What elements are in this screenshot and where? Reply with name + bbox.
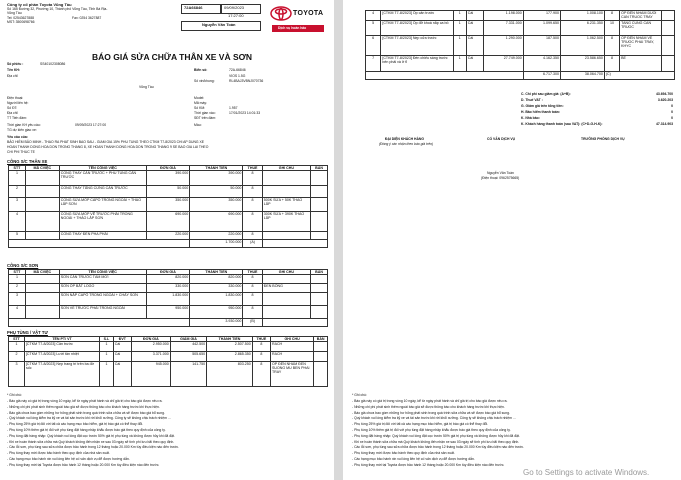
toyota-brand-text: TOYOTA: [293, 10, 324, 17]
table-row: 2 SƠN ỐP BẮT LOGO 330.000 330.000 8 ĐEN BÓNG: [9, 284, 328, 293]
time-in-value: 17/01/2023 14:01:33: [229, 111, 261, 115]
time-request-value: 09/09/2023 17:27:00: [75, 123, 107, 127]
table-row: 4 [CTKM T7-8/2023] Ốp cản trước 1 Cái 1.198.000 177.900 1.008.100 8 ỐP ĐÈN NHAM DUOI CAN TRUOC TRAY: [366, 11, 675, 21]
table-header-row: STT MÃ CVIỆC TÊN CÔNG VIỆC ĐƠN GIÁ THÀNH TIỀN THUẾ GHI CHU BẢN: [9, 270, 328, 275]
plate-value: 72A-66846: [229, 68, 246, 72]
company-tax-code: MST: 3500698766: [7, 20, 35, 24]
paint-table: [8, 269, 328, 327]
summary-row: G. Giảm giá trên tổng tiền: 0: [521, 104, 673, 108]
company-address-2: Vũng Tàu: [7, 11, 22, 15]
company-tel: Tel: 02543627888: [7, 16, 34, 20]
col-code: MÃ CVIỆC: [25, 166, 59, 171]
delivery-label: TG dự kiến giao xe:: [7, 128, 37, 132]
director-signature-title: TRƯỞNG PHÒNG DỊCH VỤ: [581, 137, 625, 141]
plate-number: 72A66846: [184, 5, 203, 10]
address-label: Địa chỉ:: [7, 74, 19, 78]
contact-phone-label: Số ĐT:: [7, 106, 18, 110]
notes-title: * Ghi chú:: [7, 393, 22, 397]
phone-label: Điện thoại:: [7, 96, 24, 100]
address-2-label: Địa chỉ:: [7, 111, 19, 115]
document-title: BÁO GIÁ SỬA CHỮA THÂN XE VÀ SƠN: [92, 52, 253, 62]
table-row: 5 CONG THAY ĐÈN PHA PHẢI 220.000 220.000 8: [9, 232, 328, 240]
quote-page-2: [343, 0, 681, 480]
advisor-signature-name: Nguyễn Văn Toàn: [487, 171, 514, 175]
col-note: GHI CHU: [262, 166, 310, 171]
request-line-1: BẢO HIỂM BẢO MINH - THAO RA PHAT SINH BAO SAU - GIAM GIA 15% PHU TUNG THEO CTKM T7-8/2023 CHI AP DUNG XE: [7, 140, 205, 144]
summary-row: K. Nhà bảo: 0: [521, 116, 673, 120]
summary-row: H. Bảo hiểm thanh toán: 0: [521, 110, 673, 114]
header-date: 09/09/2023: [224, 5, 245, 10]
table-row: 7 [CTKM T7-8/2023] Đèn chiếu sáng trước bên phải và ở tỉ 1 Cái 27.749.000 4.162.350 23.586.650 8 BỂ: [366, 56, 675, 72]
company-fax: Fax: 0254 3627887: [72, 16, 102, 20]
parts-table: [8, 336, 328, 387]
header-box: [181, 4, 259, 34]
notes-list-1: - Báo giá này có giá trị trong vòng 10 ngày, kể từ ngày phát hành và chỉ giá trị cho báo giá được nêu ra. - Những chi phí phát sinh thêm ngoài báo giá sẽ được thông báo cho khách hàng trước khi thực hiện. - Báo giá chưa bao gồm những hư hỏng phát sinh trong quá trình sửa chữa và sẽ được báo giá bổ sung. - Quý khách vui lòng kiểm tra kỹ xe và tài sản trước khi rời khỏi xưởng. Công ty sẽ không chịu trách nhiệm ... - Phụ tùng 25% giá trị đối với tất cả các hạng mục bảo hiểm, giá trị báo giá có thể thay đổi. - Phụ tùng 10% thêm giá trị đối với phụ tùng đặt hàng nhập khẩu được báo giá theo quy định của công ty. - Phụ tùng đặt hàng nhập: Quý khách vui lòng đặt cọc trước 50% giá trị phụ tùng và không được hủy khi đã đặt. - Khi xe hoàn thành sửa chữa mà Quý khách không đến nhận xe sau 03 ngày sẽ tính phí lưu bãi theo quy định. - Các lỗi sơn, phụ tùng sau sửa chữa được bảo hành trong 12 tháng hoặc 20.000 Km tùy điều kiện nào đến trước. - Phụ tùng thay mới được bảo hành theo quy định của nhà sản xuất. - Các hạng mục bảo hành xin vui lòng liên hệ cố vấn dịch vụ để được hướng dẫn. - Phụ tùng thay mới tại Toyota được bảo hành 12 tháng hoặc 20.000 Km tùy điều kiện nào đến trước.: [7, 399, 180, 467]
body-work-table: [8, 165, 328, 248]
col-stt: STT: [9, 166, 26, 171]
col-name: TÊN CÔNG VIỆC: [59, 166, 146, 171]
advisor-signature-title: CỐ VẤN DỊCH VỤ: [487, 137, 516, 141]
vin-label: Số vin/khung:: [194, 79, 215, 83]
ticket-no: SS40102308086: [40, 62, 66, 66]
table-row: 3 CONG SỬA MÓP CÁPÓ TRONG NGOÀI + THAO LẮP SƠN 350.000 350.000 8 500K SỬA + 50K THAO LẮP: [9, 198, 328, 212]
company-address-1: Số 165 Đường 32, Phường 10, Thành phố Vũng Tàu, Tỉnh Bà Rịa-: [7, 7, 108, 11]
notes-title-2: * Ghi chú:: [352, 393, 367, 397]
color-label: Màu:: [194, 123, 202, 127]
service-tagline: Dịch vụ hoàn hảo: [278, 25, 307, 30]
header-time: 17:27:00: [228, 13, 244, 18]
table-row: 3 [CTKM T7-8/2023] Nẹp trang trí trên ba đờ sốc 1 Cái 945.000 141.750 803.250 8 ỐP ĐÈN NHAM ĐEN SUONG MU BEN PHAI TRAY: [9, 362, 328, 387]
parts-table-continued: [365, 10, 675, 80]
time-in-label: Thời gian vào:: [194, 111, 216, 115]
table-total-row: 1.700.000 (A): [9, 240, 328, 248]
parts-title: PHỤ TÙNG / VẬT TƯ: [7, 330, 48, 335]
address-value: Vũng Tàu: [139, 85, 154, 89]
model-label: Model:: [194, 96, 205, 100]
time-request-label: Thời gian KH yêu cầu:: [7, 123, 41, 127]
advisor-signature-phone: (Điện thoại: 0962575665): [481, 176, 520, 180]
plate-label: Biển số:: [194, 68, 208, 72]
advisor-name: Nguyễn Văn Toàn: [202, 22, 236, 27]
toyota-logo: [266, 4, 326, 40]
km-label: Số KM:: [194, 106, 206, 110]
body-work-title: CÔNG S/C THÂN XE: [7, 159, 48, 164]
customer-name-label: Tên KH:: [7, 68, 20, 72]
table-row: 1 SƠN CẢN TRƯỚC TẤM MỚI 820.000 820.000 8: [9, 275, 328, 284]
vin-value: RL4BAJ3VBNJ070736: [229, 79, 264, 83]
col-ban: BẢN: [311, 166, 328, 171]
paint-title: CÔNG S/C SƠN: [7, 263, 39, 268]
request-label: Yêu cầu của:: [7, 135, 28, 139]
tt-label: TT Tiến đàm:: [7, 116, 27, 120]
table-row: 2 [CTKM T7-8/2023] Lưới tản nhiệt 1 Cái 3.371.000 505.650 2.865.350 8 RACH: [9, 352, 328, 362]
summary-block: [521, 93, 673, 129]
request-line-3: CHI PHI THUC TE: [7, 150, 35, 154]
company-name: Công ty cổ phần Toyota Vũng Tàu: [7, 2, 72, 7]
request-line-2: HOAN THANH DONG HOA DON TRONG THANG 8, XE HOAN THANH DONG HOA DON TRONG THANG 9 SE BAO GIA LAI THEO: [7, 145, 209, 149]
col-tax: THUẾ: [243, 166, 262, 171]
model-value: VIOS 1.5G: [229, 74, 246, 78]
table-header-row: STT TÊN PT/ VT S.L ĐVT ĐƠN GIÁ GIẢM GIÁ THÀNH TIỀN THUẾ GHI CHU BẢN: [9, 337, 328, 342]
km-value: 1.957: [229, 106, 238, 110]
table-row: 5 [CTKM T7-8/2023] Ốp đỡ khoá nắp ca bô 1 Cái 7.331.000 1.099.650 6.231.350 10 TANG CUNG CAN TRUOC: [366, 21, 675, 36]
summary-row: D. Thuế VAT : 3.620.203: [521, 98, 673, 102]
summary-total-row: K. Khách hàng thanh toán (sau VAT): (C+D-G-H-K): 47.314.903: [521, 122, 673, 126]
customer-signature-title: ĐẠI DIỆN KHÁCH HÀNG: [385, 137, 424, 141]
table-row: 4 CONG SỬA MÓP VẼ TRƯỚC PHẢI TRONG NGOÀI + THÁO LẮP SƠN 690.000 690.000 8 300K SỬA + 390K THAO LẮP: [9, 212, 328, 232]
table-row: 4 SƠN VÈ TRƯỚC PHẢI TRONG NGOÀI 950.000 950.000 8: [9, 306, 328, 319]
windows-activation-watermark: Go to Settings to activate Windows.: [523, 468, 650, 477]
contact-label: Người liên hệ:: [7, 101, 29, 105]
engine-label: Mã máy:: [194, 101, 207, 105]
summary-row: C. Chi phí sau giảm giá: (A+B): 43.694.700: [521, 92, 673, 96]
phone-on-label: SĐT trên đàm:: [194, 116, 216, 120]
table-row: 3 SƠN NẮP CAPÔ TRONG NGOÀI + CHẢY SƠN 1.830.000 1.830.000 8: [9, 293, 328, 306]
table-row: 1 [CTKM T7-8/2023] Cản trước 1 Cái 2.950.000 442.500 2.507.500 8 RACH: [9, 342, 328, 352]
toyota-emblem-icon: [270, 6, 292, 21]
customer-signature-subtitle: (Đồng ý xác nhận theo báo giá trên): [379, 142, 434, 146]
col-amount: THÀNH TIỀN: [190, 166, 243, 171]
table-row: 2 CONG THAY TĂNG CỨNG CẢN TRƯỚC 50.000 50.000 8: [9, 186, 328, 198]
table-total-row: 3.930.000 (B): [9, 319, 328, 327]
table-total-row: 6.717.300 38.064.700 (C): [366, 72, 675, 80]
quote-page-1: [0, 0, 334, 480]
table-row: 6 [CTKM T7-8/2023] Nẹp cửa trước 1 Cái 1.290.000 187.500 1.062.500 8 ỐP ĐÈN NHAM VE TRUOC PHAI TRAY, KHYC: [366, 36, 675, 56]
ticket-no-label: Số phiếu :: [7, 62, 24, 66]
table-row: 1 CONG THAY CẢN TRƯỚC + PHU TUNG CẢN TRƯỚC 390.000 390.000 8: [9, 171, 328, 186]
col-price: ĐƠN GIÁ: [146, 166, 190, 171]
notes-list-2: - Báo giá này có giá trị trong vòng 10 ngày, kể từ ngày phát hành và chỉ giá trị cho báo giá được nêu ra. - Những chi phí phát sinh thêm ngoài báo giá sẽ được thông báo cho khách hàng trước khi thực hiện. - Báo giá chưa bao gồm những hư hỏng phát sinh trong quá trình sửa chữa và sẽ được báo giá bổ sung. - Quý khách vui lòng kiểm tra kỹ xe và tài sản trước khi rời khỏi xưởng. Công ty sẽ không chịu trách nhiệm ... - Phụ tùng 25% giá trị đối với tất cả các hạng mục bảo hiểm, giá trị báo giá có thể thay đổi. - Phụ tùng 10% thêm giá trị đối với phụ tùng đặt hàng nhập khẩu được báo giá theo quy định của công ty. - Phụ tùng đặt hàng nhập: Quý khách vui lòng đặt cọc trước 50% giá trị phụ tùng và không được hủy khi đã đặt. - Khi xe hoàn thành sửa chữa mà Quý khách không đến nhận xe sau 03 ngày sẽ tính phí lưu bãi theo quy định. - Các lỗi sơn, phụ tùng sau sửa chữa được bảo hành trong 12 tháng hoặc 20.000 Km tùy điều kiện nào đến trước. - Phụ tùng thay mới được bảo hành theo quy định của nhà sản xuất. - Các hạng mục bảo hành xin vui lòng liên hệ cố vấn dịch vụ để được hướng dẫn. - Phụ tùng thay mới tại Toyota được bảo hành 12 tháng hoặc 20.000 Km tùy điều kiện nào đến trước.: [352, 399, 525, 467]
